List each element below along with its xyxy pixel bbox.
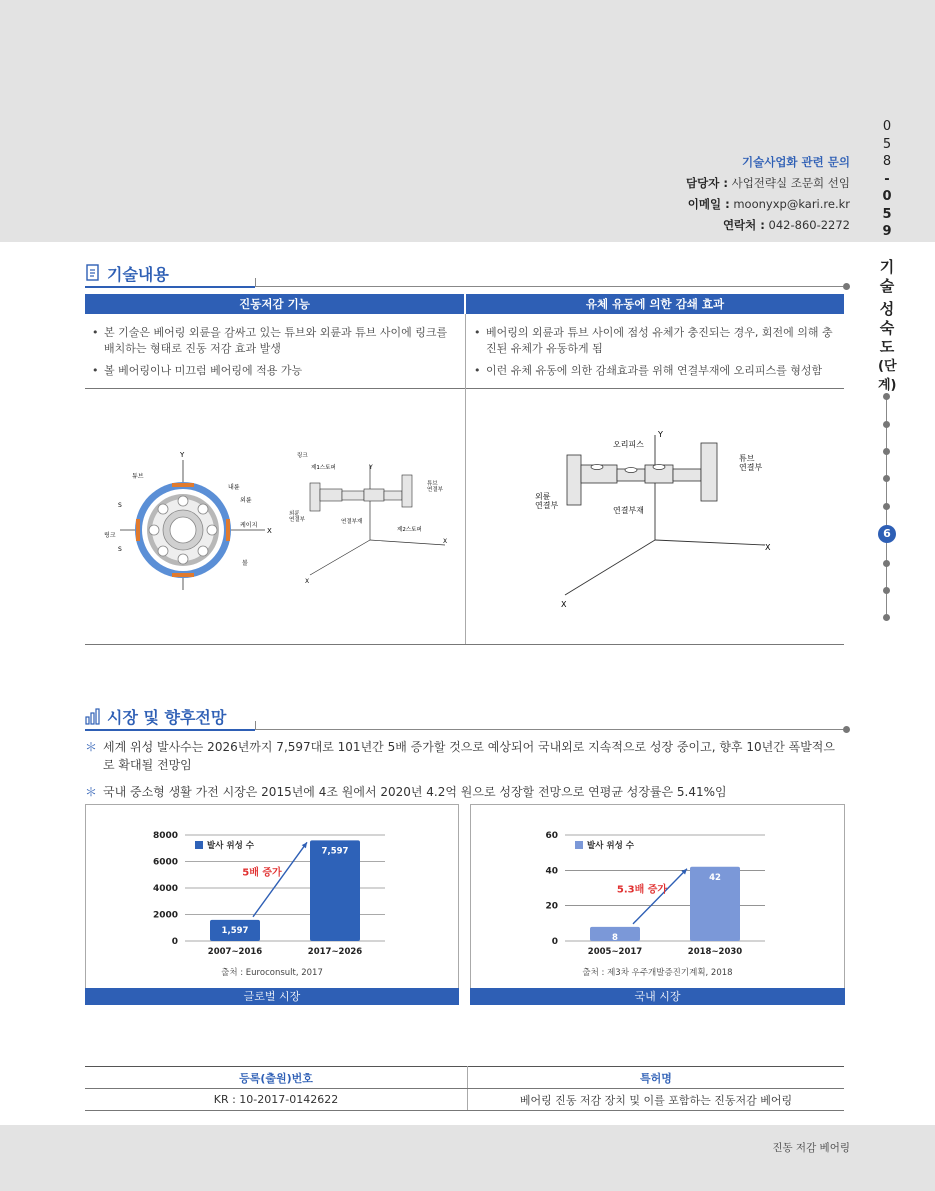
fig-label: S xyxy=(118,502,122,509)
fig-label: 링크 xyxy=(297,453,308,459)
fig-label: 연결부재 xyxy=(613,506,644,515)
section-underline xyxy=(85,286,255,288)
fig-label: 제1스토퍼 xyxy=(311,465,336,471)
axis-y-label: Y xyxy=(369,464,373,471)
phone-value: 042-860-2272 xyxy=(768,218,850,232)
side-char: 성 xyxy=(879,300,895,318)
bearing-figure xyxy=(100,445,280,595)
side-nav-title xyxy=(878,258,896,395)
fig-label: 튜브 연결부 xyxy=(739,454,763,472)
bullet-item: • 볼 베어링이나 미끄럼 베어링에 적용 가능 xyxy=(90,363,460,379)
page-dash: - xyxy=(884,171,890,187)
vibration-bullets xyxy=(90,325,460,385)
growth-arrow xyxy=(633,869,687,924)
patent-number: KR : 10-2017-0142622 xyxy=(85,1089,468,1111)
section-rule xyxy=(255,729,843,730)
data-label: 7,597 xyxy=(321,846,349,857)
legend-label: 발사 위성 수 xyxy=(587,841,634,851)
x-tick-label: 2005~2017 xyxy=(587,947,643,957)
col-header-vibration: 진동저감 기능 xyxy=(85,294,464,314)
side-char: 숙 xyxy=(879,319,895,337)
fig-label: 오리피스 xyxy=(613,440,644,449)
side-char: 기 xyxy=(879,258,895,276)
email-label: 이메일 : xyxy=(687,197,730,211)
y-tick-label: 40 xyxy=(545,866,558,877)
fig-label: 볼 xyxy=(242,560,248,567)
chart-source-global: 출처 : Euroconsult, 2017 xyxy=(221,968,323,978)
global-bar-chart xyxy=(150,825,400,960)
side-nav-dot[interactable] xyxy=(883,421,890,428)
y-tick-label: 0 xyxy=(171,937,178,947)
side-nav-dot[interactable] xyxy=(883,614,890,621)
fig-label: 내륜 xyxy=(228,484,240,491)
bullet-item: • 베어링의 외륜과 튜브 사이에 점성 유체가 충진되는 경우, 회전에 의해 충진된 유체가 유동하게 됨 xyxy=(472,325,840,357)
fig-label: 외륜 연결부 xyxy=(289,511,305,524)
side-char: (단 xyxy=(878,359,897,374)
x-tick-label: 2007~2016 xyxy=(207,947,263,957)
y-tick-label: 60 xyxy=(545,831,558,841)
section-title: 기술내용 xyxy=(107,265,169,284)
fluid-bullets xyxy=(472,325,840,385)
axis-z-label: X xyxy=(305,578,310,585)
axis-x-label: X xyxy=(443,538,448,545)
page-digit: 9 xyxy=(882,224,892,239)
manager-label: 담당자 : xyxy=(686,176,728,190)
page-digit: 0 xyxy=(882,189,892,204)
footer-band xyxy=(0,1125,935,1191)
page-digit: 8 xyxy=(882,154,892,169)
side-nav-dot[interactable] xyxy=(883,503,890,510)
y-tick-label: 2000 xyxy=(152,910,178,921)
fig-label: 링크 xyxy=(104,532,116,539)
section-dot xyxy=(843,283,850,290)
section-rule-tick xyxy=(255,721,256,730)
y-tick-label: 0 xyxy=(551,937,558,947)
axis-x-label: X xyxy=(267,527,272,535)
contact-block xyxy=(686,152,850,236)
document-icon xyxy=(85,264,101,282)
y-tick-label: 8000 xyxy=(152,831,178,841)
fig-label: 연결부재 xyxy=(341,519,363,525)
patent-col-header-number: 등록(출원)번호 xyxy=(85,1067,468,1089)
fig-label: 외륜 연결부 xyxy=(535,492,559,510)
col-header-fluid: 유체 유동에 의한 감쇄 효과 xyxy=(466,294,844,314)
fig-label: S xyxy=(118,546,122,553)
side-char: 계) xyxy=(878,378,897,393)
data-label: 8 xyxy=(612,932,618,943)
chart-source-domestic: 출처 : 제3차 우주개발증진기계획, 2018 xyxy=(582,968,733,978)
section-underline xyxy=(85,729,255,731)
section-dot xyxy=(843,726,850,733)
axis-x-label: X xyxy=(765,543,771,552)
side-nav-dot[interactable] xyxy=(883,560,890,567)
axis-y-label: Y xyxy=(180,451,185,459)
patent-table xyxy=(85,1066,844,1111)
footer-title: 진동 저감 베어링 xyxy=(772,1142,850,1154)
growth-annotation: 5배 증가 xyxy=(242,867,282,879)
table-bottom-border xyxy=(85,644,844,645)
side-char: 술 xyxy=(879,277,895,295)
manager-value: 사업전략실 조문희 선임 xyxy=(731,176,850,190)
email-value: moonyxp@kari.re.kr xyxy=(733,197,850,211)
bullet-item: • 본 기술은 베어링 외륜을 감싸고 있는 튜브와 외륜과 튜브 사이에 링크를 배치하는 형태로 진동 저감 효과 발생 xyxy=(90,325,460,357)
contact-title: 기술사업화 관련 문의 xyxy=(742,155,850,169)
legend-swatch xyxy=(195,841,203,849)
domestic-bar-chart xyxy=(530,825,780,960)
fig-label: 케이지 xyxy=(240,522,258,529)
legend-swatch xyxy=(575,841,583,849)
market-bullet: ＊ 세계 위성 발사수는 2026년까지 7,597대로 101년간 5배 증가할 것으로 예상되어 국내외로 지속적으로 성장 중이고, 향후 10년간 폭발적으로 확대될 전망임 xyxy=(85,738,845,774)
section-rule-tick xyxy=(255,278,256,287)
growth-arrow xyxy=(253,842,307,917)
x-tick-label: 2017~2026 xyxy=(307,947,363,957)
page-number xyxy=(880,118,894,241)
link-schematic-figure xyxy=(285,445,455,590)
axis-y-label: Y xyxy=(658,430,663,439)
data-label: 1,597 xyxy=(221,925,249,936)
side-nav-dot[interactable] xyxy=(883,587,890,594)
y-tick-label: 4000 xyxy=(152,884,178,894)
legend-label: 발사 위성 수 xyxy=(207,841,254,851)
section-title: 시장 및 향후전망 xyxy=(107,708,227,727)
data-label: 42 xyxy=(709,872,721,883)
fig-label: 제2스토퍼 xyxy=(397,527,422,533)
axis-z-label: X xyxy=(561,600,567,609)
side-char: 도 xyxy=(879,338,895,356)
y-tick-label: 6000 xyxy=(152,857,178,868)
fig-label: 외륜 xyxy=(240,497,252,504)
growth-annotation: 5.3배 증가 xyxy=(616,884,668,896)
x-tick-label: 2018~2030 xyxy=(687,947,743,957)
chart-caption-domestic: 국내 시장 xyxy=(470,988,845,1005)
side-nav-dot[interactable] xyxy=(883,448,890,455)
chart-caption-global: 글로벌 시장 xyxy=(85,988,459,1005)
fig-label: 튜브 연결부 xyxy=(427,481,443,494)
section-rule xyxy=(255,286,843,287)
market-bullet: ＊ 국내 중소형 생활 가전 시장은 2015년에 4조 원에서 2020년 4.2억 원으로 성장할 전망으로 연평균 성장률은 5.41%임 xyxy=(85,783,845,801)
orifice-schematic-figure xyxy=(525,425,785,615)
side-nav-dot[interactable] xyxy=(883,393,890,400)
y-tick-label: 20 xyxy=(545,901,558,912)
phone-label: 연락처 : xyxy=(722,218,765,232)
side-nav-active-step[interactable]: 6 xyxy=(878,525,896,543)
bullet-item: • 이런 유체 유동에 의한 감쇄효과를 위해 연결부재에 오리피스를 형성함 xyxy=(472,363,840,379)
table-column-divider xyxy=(465,314,466,644)
patent-col-header-name: 특허명 xyxy=(468,1067,845,1089)
bar-chart-icon xyxy=(85,707,101,725)
page-digit: 5 xyxy=(882,136,892,152)
page-digit: 5 xyxy=(882,206,892,222)
page-digit: 0 xyxy=(882,119,892,134)
market-bullets xyxy=(85,738,845,810)
patent-name: 베어링 진동 저감 장치 및 이를 포함하는 진동저감 베어링 xyxy=(468,1089,845,1111)
side-nav-dot[interactable] xyxy=(883,475,890,482)
fig-label: 튜브 xyxy=(132,473,144,480)
